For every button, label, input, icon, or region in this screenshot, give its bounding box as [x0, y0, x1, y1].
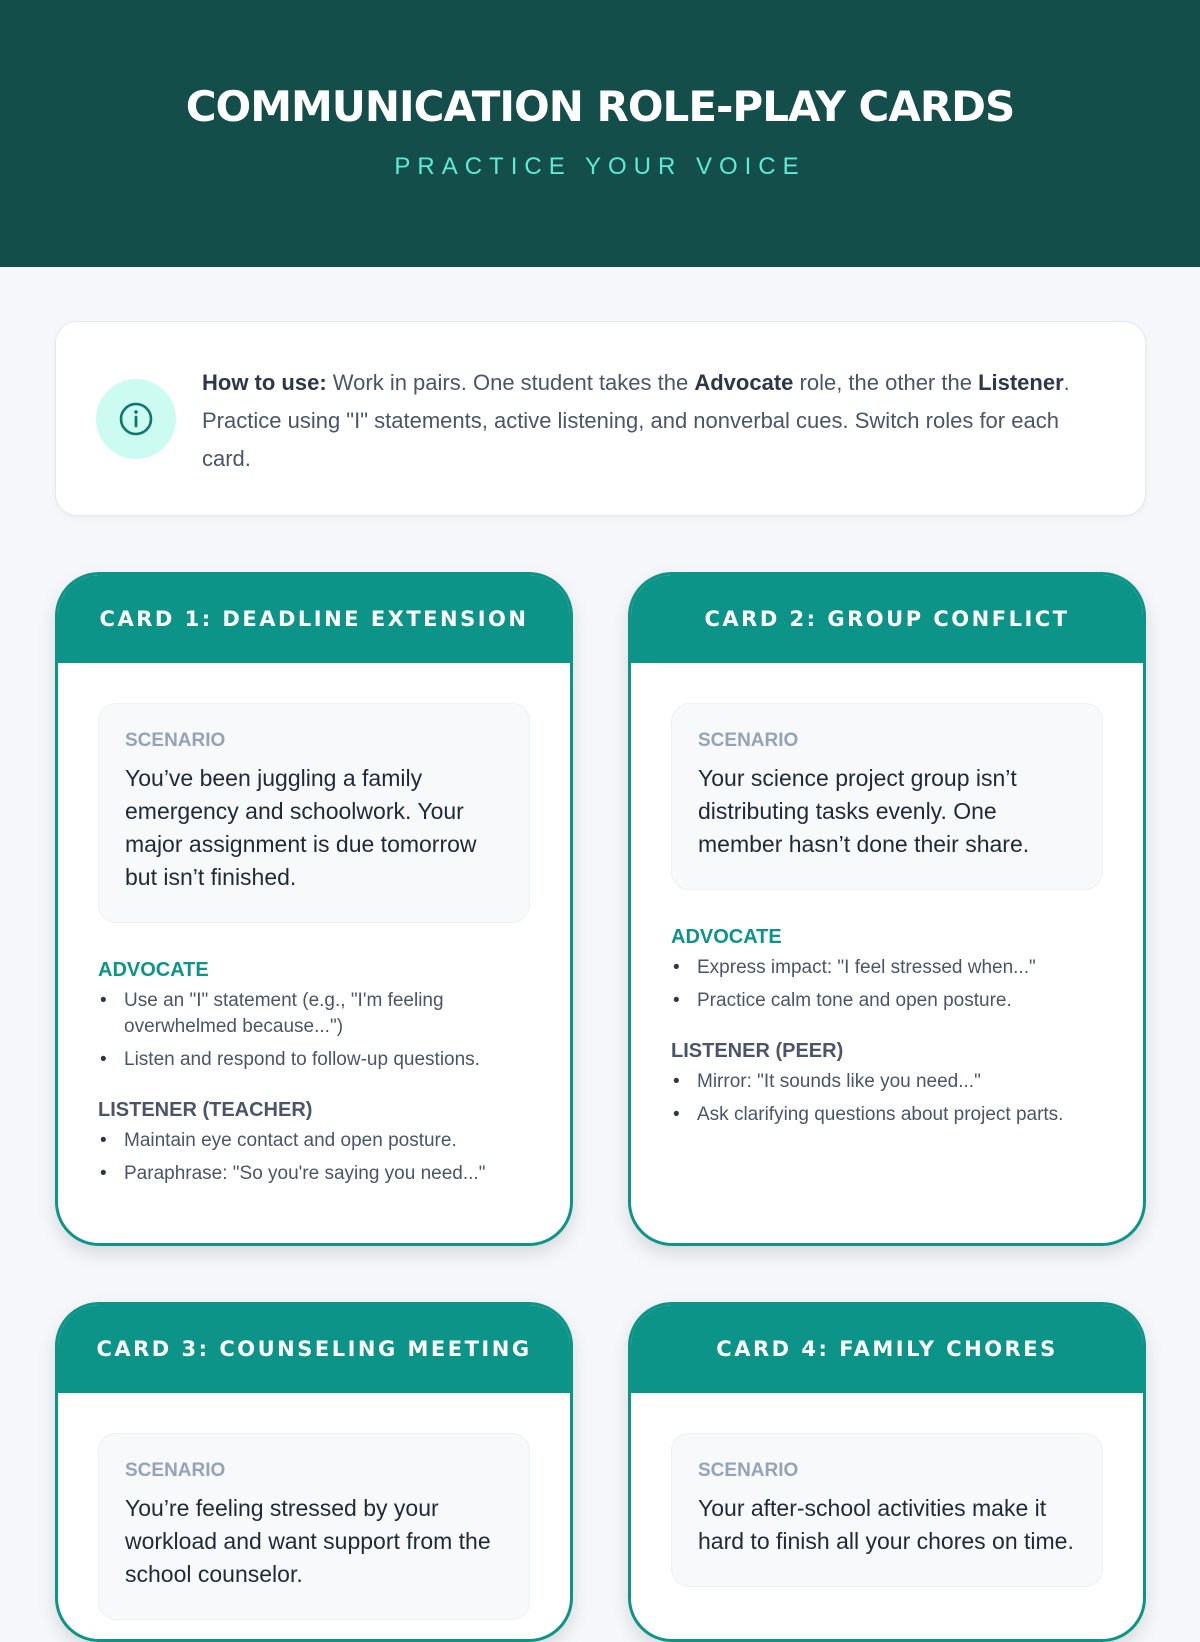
- info-icon: [96, 379, 176, 459]
- advocate-label: ADVOCATE: [98, 959, 209, 981]
- scenario-label: SCENARIO: [698, 730, 799, 751]
- list-item: • Use an "I" statement (e.g., "I'm feeling overwhelmed because..."): [98, 988, 530, 1040]
- list-item: • Mirror: "It sounds like you need...": [671, 1069, 1103, 1095]
- how-to-use-label: How to use:: [202, 370, 327, 395]
- role-play-card-4: [628, 1302, 1146, 1642]
- role-play-card-3: [55, 1302, 573, 1642]
- listener-label: LISTENER (PEER): [671, 1040, 844, 1062]
- list-item: • Listen and respond to follow-up questions.: [98, 1047, 530, 1073]
- advocate-list: [671, 955, 1103, 1014]
- scenario-label: SCENARIO: [125, 1460, 226, 1481]
- scenario-text: Your after-school activities make it hard to finish all your chores on time.: [698, 1495, 1074, 1554]
- advocate-list: [98, 988, 530, 1073]
- scenario-box: [671, 703, 1103, 890]
- advocate-section: [98, 959, 530, 1187]
- page-header: [0, 0, 1200, 267]
- how-to-use-text: [202, 364, 1102, 478]
- advocate-role-name: Advocate: [694, 370, 794, 395]
- advocate-label: ADVOCATE: [671, 926, 782, 948]
- list-item: • Ask clarifying questions about project parts.: [671, 1102, 1103, 1128]
- scenario-label: SCENARIO: [125, 730, 226, 751]
- how-to-use-text-part: role, the other the: [793, 370, 979, 395]
- listener-list: [671, 1069, 1103, 1128]
- list-item: • Express impact: "I feel stressed when...": [671, 955, 1103, 981]
- role-play-card-1: [55, 572, 573, 1246]
- listener-role-name: Listener: [978, 370, 1064, 395]
- how-to-use-text-part: . Practice using "I" statements, active listening, and nonverbal cues. Switch roles for each card.: [202, 370, 1070, 471]
- scenario-text: Your science project group isn’t distributing tasks evenly. One member hasn’t done their share.: [698, 765, 1030, 857]
- advocate-section: [671, 926, 1103, 1128]
- page-subtitle: PRACTICE YOUR VOICE: [394, 153, 806, 180]
- how-to-use-text-part: Work in pairs. One student takes the: [326, 370, 695, 395]
- listener-list: [98, 1128, 530, 1187]
- scenario-box: [671, 1433, 1103, 1587]
- scenario-box: [98, 1433, 530, 1620]
- listener-label: LISTENER (TEACHER): [98, 1099, 313, 1121]
- list-item: • Practice calm tone and open posture.: [671, 988, 1103, 1014]
- card-title: CARD 2: GROUP CONFLICT: [631, 575, 1143, 663]
- list-item: • Paraphrase: "So you're saying you need...": [98, 1161, 530, 1187]
- scenario-box: [98, 703, 530, 923]
- scenario-text: You’re feeling stressed by your workload and want support from the school counselor.: [125, 1495, 491, 1587]
- scenario-text: You’ve been juggling a family emergency and schoolwork. Your major assignment is due tomorrow but isn’t finished.: [125, 765, 477, 890]
- card-title: CARD 4: FAMILY CHORES: [631, 1305, 1143, 1393]
- role-play-card-2: [628, 572, 1146, 1246]
- card-title: CARD 1: DEADLINE EXTENSION: [58, 575, 570, 663]
- page-title: COMMUNICATION ROLE-PLAY CARDS: [185, 82, 1015, 131]
- card-title: CARD 3: COUNSELING MEETING: [58, 1305, 570, 1393]
- list-item: • Maintain eye contact and open posture.: [98, 1128, 530, 1154]
- how-to-use-panel: [55, 321, 1146, 516]
- scenario-label: SCENARIO: [698, 1460, 799, 1481]
